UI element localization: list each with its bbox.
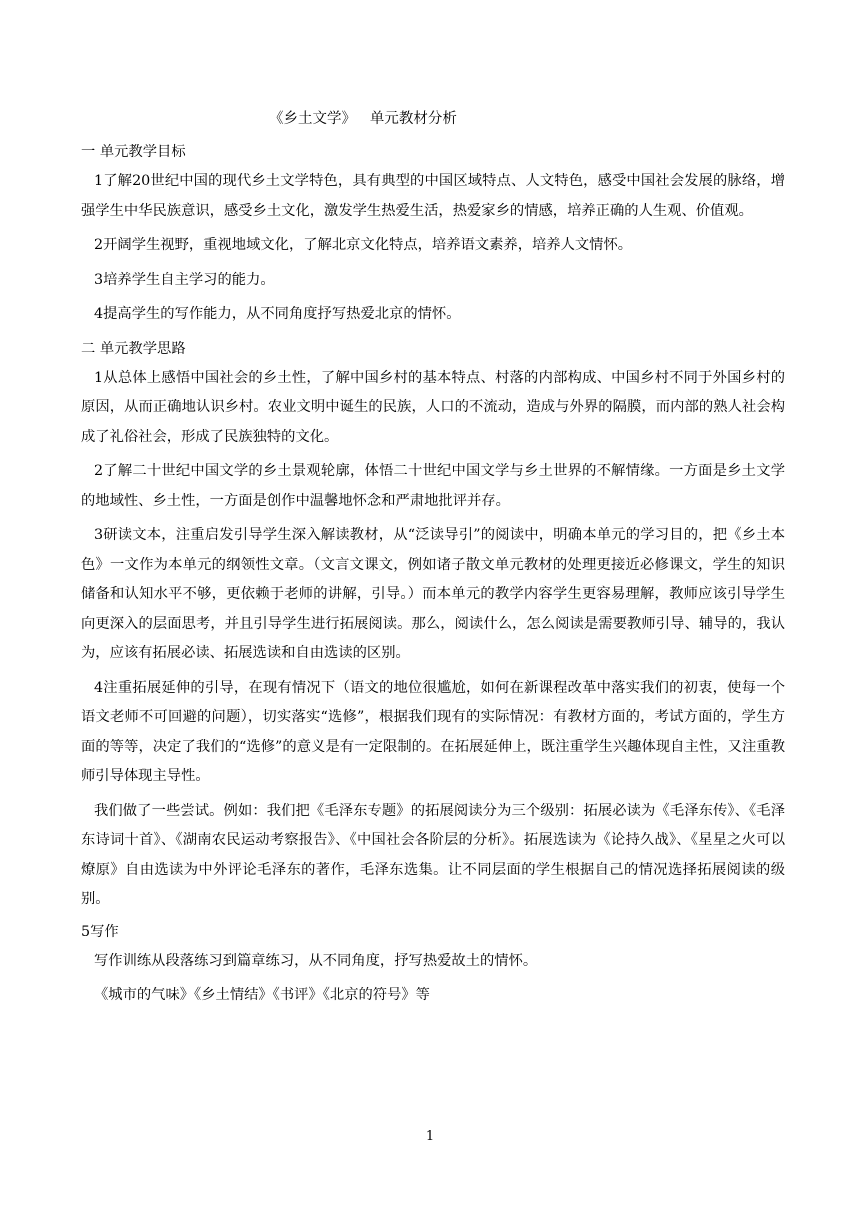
document-title: 《乡土文学》 单元教材分析 <box>269 111 457 127</box>
goal-item-2: 2开阔学生视野，重视地域文化，了解北京文化特点，培养语文素养，培养人文情怀。 <box>94 237 633 253</box>
approach-item-3: 3研读文本，注重启发引导学生深入解读教材，从“泛读导引”的阅读中，明确本单元的学习目的，把《乡土本色》一文作为本单元的纲领性文章。（文言文课文，例如诸子散文单元教材的处理更接近必修课文，学生的知识储备和认知水平不够，更依赖于老师的讲解，引导。）而本单元的教学内容学生更容易理解，教师应该引导学生向更深入的层面思考，并且引导学生进行拓展阅读。那么，阅读什么，怎么阅读是需要教师引导、辅导的，我认为，应该有拓展必读、拓展选读和自由选读的区别。 <box>81 527 785 661</box>
approach-item-4: 4注重拓展延伸的引导，在现有情况下（语文的地位很尴尬，如何在新课程改革中落实我们的初衷，使每一个语文老师不可回避的问题），切实落实“选修”，根据我们现有的实际情况：有教材方面的，考试方面的，学生方面的等等，决定了我们的“选修”的意义是有一定限制的。在拓展延伸上，既注重学生兴趣体现自主性，又注重教师引导体现主导性。 <box>81 679 785 784</box>
approach-item-2: 2了解二十世纪中国文学的乡土景观轮廓，体悟二十世纪中国文学与乡土世界的不解情缘。一方面是乡土文学的地域性、乡土性，一方面是创作中温馨地怀念和严肃地批评并存。 <box>81 463 785 509</box>
page-number: 1 <box>425 1129 435 1144</box>
goal-item-4: 4提高学生的写作能力，从不同角度抒写热爱北京的情怀。 <box>94 306 461 322</box>
approach-item-1: 1从总体上感悟中国社会的乡土性，了解中国乡村的基本特点、村落的内部构成、中国乡村不同于外国乡村的原因，从而正确地认识乡村。农业文明中诞生的民族，人口的不流动，造成与外界的隔膜，而内部的熟人社会构成了礼俗社会，形成了民族独特的文化。 <box>81 369 785 445</box>
goal-item-3: 3培养学生自主学习的能力。 <box>94 271 275 288</box>
section-heading-teaching-goals: 一 单元教学目标 <box>81 144 186 160</box>
approach-example-paragraph: 我们做了一些尝试。例如：我们把《毛泽东专题》的拓展阅读分为三个级别：拓展必读为《毛泽东传》、《毛泽东诗词十首》、《湖南农民运动考察报告》、《中国社会各阶层的分析》。拓展选读为《论持久战》、《星星之火可以燎原》自由选读为中外评论毛泽东的著作，毛泽东选集。让不同层面的学生根据自己的情况选择拓展阅读的级别。 <box>81 802 785 907</box>
goal-item-1: 1了解20世纪中国的现代乡土文学特色，具有典型的中国区域特点、人文特色，感受中国社会发展的脉络，增强学生中华民族意识，感受乡土文化，激发学生热爱生活，热爱家乡的情感，培养正确的人生观、价值观。 <box>81 173 785 219</box>
section-heading-teaching-approach: 二 单元教学思路 <box>81 340 186 357</box>
writing-item-1: 写作训练从段落练习到篇章练习，从不同角度，抒写热爱故土的情怀。 <box>94 952 538 969</box>
document-body <box>81 104 785 1016</box>
writing-item-2: 《城市的气味》《乡土情结》《书评》《北京的符号》等 <box>94 987 430 1003</box>
section-heading-writing: 5写作 <box>81 923 119 940</box>
